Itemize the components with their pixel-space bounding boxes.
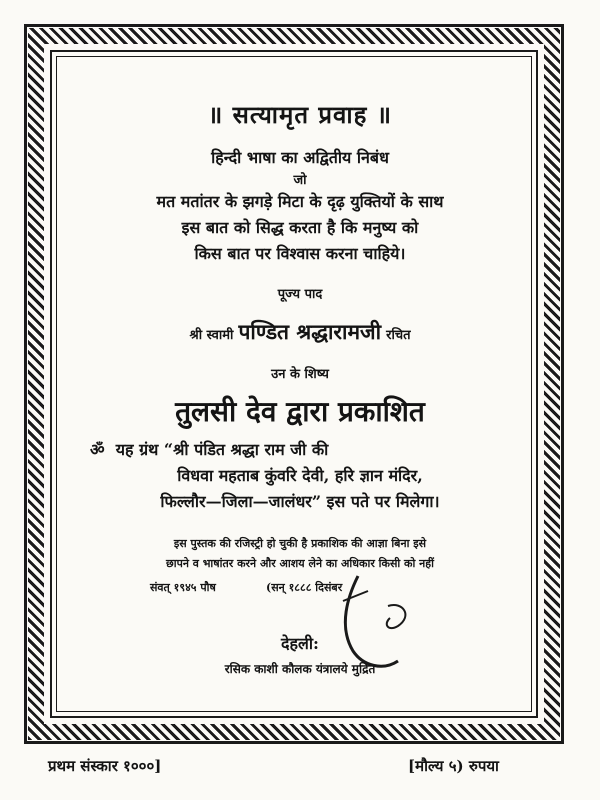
availability-text-1: यह ग्रंथ “श्री पंडित श्रद्धा राम जी की (115, 440, 329, 459)
connector-jo: जो (293, 173, 307, 188)
san-date: (सन् १८८८ दिसंबर (266, 581, 343, 594)
description-line-2: इस बात को सिद्ध करता है कि मनुष्य को (181, 218, 419, 237)
disciple-label: उन के शिष्य (271, 367, 329, 382)
ornament-icon: ॐ (90, 440, 105, 459)
samvat-date: संवत् १९४५ पौष (150, 581, 216, 594)
author-suffix: रचित (386, 328, 411, 343)
edition-info: प्रथम संस्कार १०००] (48, 757, 162, 775)
press-name: रसिक काशी कौलक यंत्रालये मुद्रित (224, 662, 376, 676)
description-line-3: किस बात पर विश्वास करना चाहिये। (194, 244, 406, 263)
pujya-paad: पूज्य पाद (277, 287, 323, 302)
copyright-line-1: इस पुस्तक की रजिस्ट्री हो चुकी है प्रकाशिक की आज्ञा बिना इसे (173, 537, 427, 550)
price-info: [मौल्य ५) रुपया (408, 757, 499, 775)
subtitle: हिन्दी भाषा का अद्वितीय निबंध (211, 148, 389, 167)
publisher-line: तुलसी देव द्वारा प्रकाशित (175, 395, 425, 428)
author-prefix: श्री स्वामी (189, 328, 234, 343)
city-delhi: देहली: (281, 634, 319, 653)
book-title: ॥ सत्यामृत प्रवाह ॥ (207, 100, 393, 129)
author-line (70, 318, 530, 346)
availability-line-1 (90, 438, 510, 460)
author-name: पण्डित श्रद्धारामजी (238, 319, 382, 344)
availability-line-3: फिल्लौर—जिला—जालंधर” इस पते पर मिलेगा। (160, 492, 440, 511)
description-line-1: मत मतांतर के झगड़े मिटा के दृढ़ युक्तियों के साथ (156, 192, 444, 211)
copyright-line-2: छापने व भाषांतर करने और आशय लेने का अधिकार किसी को नहीं (166, 557, 434, 570)
availability-line-2: विधवा महताब कुंवरि देवी, हरि ज्ञान मंदिर, (177, 466, 423, 485)
